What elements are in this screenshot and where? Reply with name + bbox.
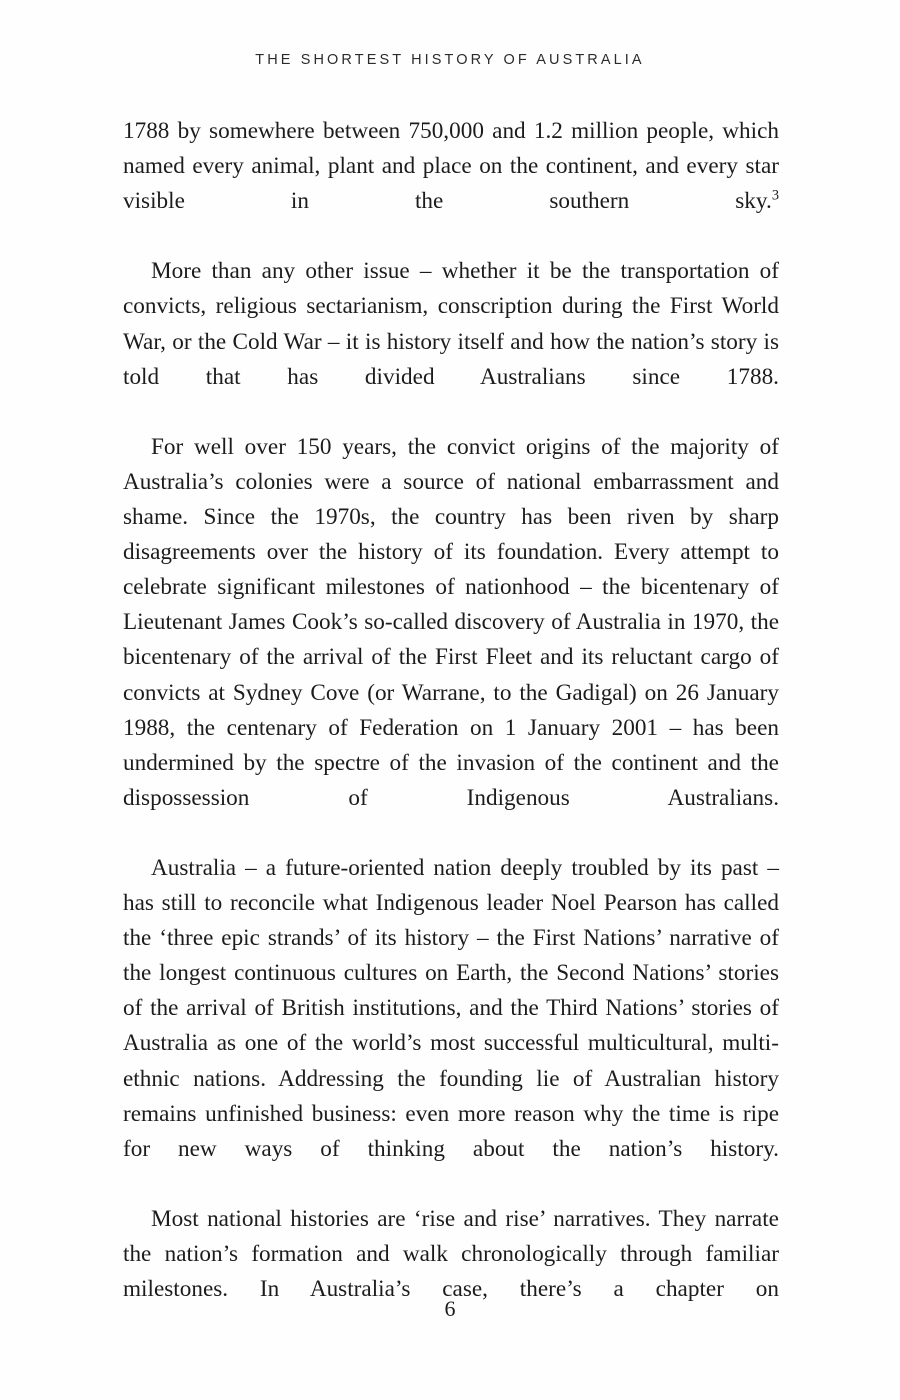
paragraph-3: For well over 150 years, the convict origins of the majority of Australia’s colonies were a source of national embarrassment and shame. Since the 1970s, the country has been riven by sharp disagreements over the history of its foundation. Every attempt to celebrate significant milestones of nationhood – the bicentenary of Lieutenant James Cook’s so-called discovery of Australia in 1970, the bicentenary of the arrival of the First Fleet and its reluctant cargo of convicts at Sydney Cove (or Warrane, to the Gadigal) on 26 January 1988, the centenary of Federation on 1 January 2001 – has been undermined by the spectre of the invasion of the continent and the dispossession of Indigenous Australians. xyxy=(123,433,779,811)
paragraph-1 xyxy=(123,114,779,254)
body-text-block xyxy=(123,114,779,1342)
running-head: THE SHORTEST HISTORY OF AUSTRALIA xyxy=(255,52,645,68)
paragraph-1-text: 1788 by somewhere between 750,000 and 1.2 million people, which named every animal, plant and place on the continent, and every star visible in the southern sky. xyxy=(123,118,779,215)
paragraph-2: More than any other issue – whether it be the transportation of convicts, religious sectarianism, conscription during the First World War, or the Cold War – it is history itself and how the nation’s story is told that has divided Australians since 1788. xyxy=(123,258,779,390)
page-number: 6 xyxy=(444,1296,456,1321)
footnote-marker: 3 xyxy=(771,187,779,204)
paragraph-5: Most national histories are ‘rise and rise’ narratives. They narrate the nation’s formation and walk chronologically through familiar milestones. In Australia’s case, there’s a chapter on xyxy=(123,1205,779,1303)
paragraph-4: Australia – a future-oriented nation deeply troubled by its past – has still to reconcile what Indigenous leader Noel Pearson has called the ‘three epic strands’ of its history – the First Nations’ narrative of the longest continuous cultures on Earth, the Second Nations’ stories of the arrival of British institutions, and the Third Nations’ stories of Australia as one of the world’s most successful multicultural, multi-ethnic nations. Addressing the founding lie of Australian history remains unfinished business: even more reason why the time is ripe for new ways of thinking about the nation’s history. xyxy=(123,854,779,1162)
